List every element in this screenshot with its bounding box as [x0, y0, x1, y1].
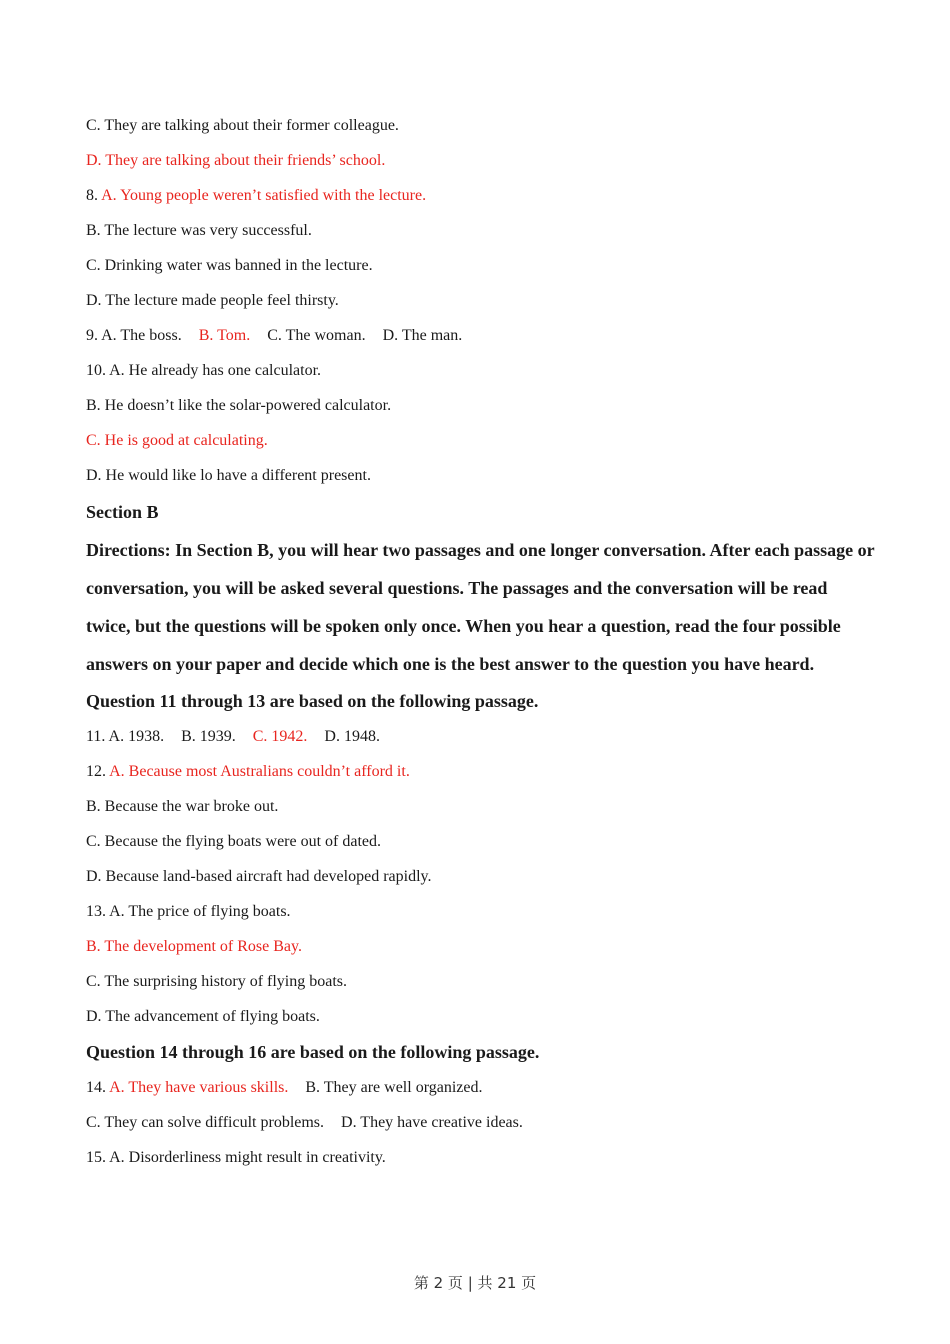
option-text: 11. A. 1938.	[86, 728, 165, 745]
answer-lines-top	[86, 108, 876, 493]
answer-line	[86, 999, 876, 1034]
option-text: 13. A. The price of flying boats.	[86, 903, 291, 920]
answer-line	[86, 929, 876, 964]
answer-line	[86, 248, 876, 283]
answer-line	[86, 178, 876, 213]
question-group-heading-14-16: Question 14 through 16 are based on the following passage.	[86, 1042, 540, 1062]
option-text: C. Drinking water was banned in the lecture.	[86, 257, 373, 274]
option-text: 15. A. Disorderliness might result in creativity.	[86, 1149, 386, 1166]
correct-answer-text: C. He is good at calculating.	[86, 432, 268, 449]
option-text: D. They have creative ideas.	[341, 1114, 523, 1131]
answer-line	[86, 1070, 876, 1105]
answer-line	[86, 283, 876, 318]
option-text: D. The advancement of flying boats.	[86, 1008, 320, 1025]
answer-line	[86, 964, 876, 999]
option-text: C. They are talking about their former colleague.	[86, 117, 399, 134]
document-page	[86, 108, 876, 1175]
answer-line	[86, 318, 876, 353]
answer-line	[86, 754, 876, 789]
option-text: D. The lecture made people feel thirsty.	[86, 292, 339, 309]
option-text: 10. A. He already has one calculator.	[86, 362, 322, 379]
correct-answer-text: B. The development of Rose Bay.	[86, 938, 302, 955]
option-text: C. The surprising history of flying boats.	[86, 973, 348, 990]
option-text: C. Because the flying boats were out of dated.	[86, 833, 382, 850]
question-group-heading-11-13: Question 11 through 13 are based on the following passage.	[86, 691, 539, 711]
correct-answer-text: A. They have various skills.	[109, 1079, 289, 1096]
option-text: D. He would like lo have a different present.	[86, 467, 371, 484]
option-text: 8.	[86, 187, 102, 204]
correct-answer-text: C. 1942.	[252, 728, 308, 745]
option-text: 9. A. The boss.	[86, 327, 182, 344]
correct-answer-text: D. They are talking about their friends’ school.	[86, 152, 386, 169]
option-text: B. 1939.	[181, 728, 236, 745]
correct-answer-text: A. Because most Australians couldn’t afford it.	[109, 763, 410, 780]
option-text: 12.	[86, 763, 110, 780]
answer-line	[86, 859, 876, 894]
section-directions: Directions: In Section B, you will hear two passages and one longer conversation. After each passage or conversation, you will be asked several questions. The passages and the conversation will be read twice, but the questions will be spoken only once. When you hear a question, read the four possible answers on your paper and decide which one is the best answer to the question you have heard.	[86, 540, 875, 674]
correct-answer-text: B. Tom.	[198, 327, 251, 344]
option-text: D. 1948.	[324, 728, 380, 745]
answer-lines-14-16	[86, 1070, 876, 1175]
answer-line	[86, 143, 876, 178]
answer-line	[86, 458, 876, 493]
answer-line	[86, 423, 876, 458]
answer-lines-11-13	[86, 719, 876, 1034]
option-text: B. Because the war broke out.	[86, 798, 279, 815]
answer-line	[86, 894, 876, 929]
answer-line	[86, 1140, 876, 1175]
page-footer: 第 2 页 | 共 21 页	[413, 1274, 537, 1292]
answer-line	[86, 108, 876, 143]
answer-line	[86, 719, 876, 754]
option-text: B. The lecture was very successful.	[86, 222, 312, 239]
section-title: Section B	[86, 502, 159, 522]
option-text: B. He doesn’t like the solar-powered calculator.	[86, 397, 392, 414]
option-text: B. They are well organized.	[305, 1079, 483, 1096]
option-text: C. They can solve difficult problems.	[86, 1114, 325, 1131]
answer-line	[86, 789, 876, 824]
option-text: D. The man.	[382, 327, 463, 344]
answer-line	[86, 353, 876, 388]
option-text: C. The woman.	[267, 327, 366, 344]
option-text: 14.	[86, 1079, 110, 1096]
option-text: D. Because land-based aircraft had developed rapidly.	[86, 868, 432, 885]
answer-line	[86, 388, 876, 423]
answer-line	[86, 824, 876, 859]
answer-line	[86, 213, 876, 248]
answer-line	[86, 1105, 876, 1140]
correct-answer-text: A. Young people weren’t satisfied with the lecture.	[101, 187, 427, 204]
